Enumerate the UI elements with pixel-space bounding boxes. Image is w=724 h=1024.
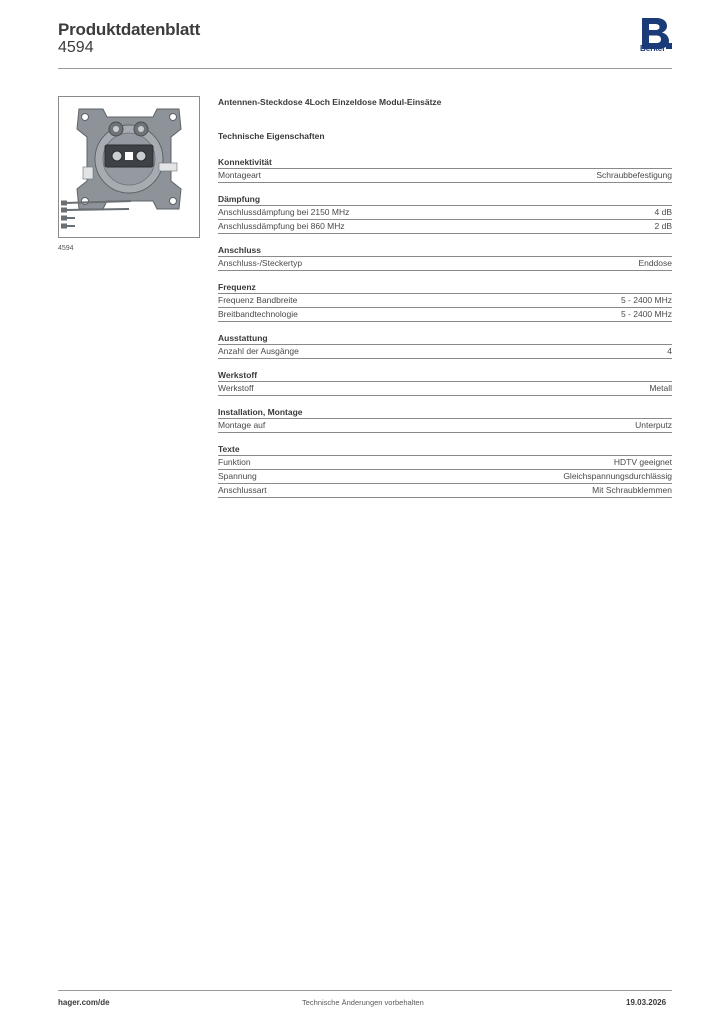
property-label: Anschlussdämpfung bei 860 MHz — [218, 221, 345, 231]
property-label: Montage auf — [218, 420, 266, 430]
footer-website-link[interactable]: hager.com/de — [58, 998, 110, 1007]
group-title: Texte — [218, 443, 672, 456]
document-title: Produktdatenblatt — [58, 20, 201, 39]
property-row — [218, 169, 672, 183]
property-row — [218, 484, 672, 498]
property-label: Anschluss-/Steckertyp — [218, 258, 303, 268]
property-value: Metall — [649, 383, 672, 393]
property-label: Anschlussdämpfung bei 2150 MHz — [218, 207, 350, 217]
property-row — [218, 294, 672, 308]
group-title: Installation, Montage — [218, 406, 672, 419]
property-value: 4 dB — [654, 207, 672, 217]
section-title: Technische Eigenschaften — [218, 131, 325, 141]
group-title: Anschluss — [218, 244, 672, 257]
property-row — [218, 456, 672, 470]
property-group — [218, 156, 672, 183]
property-value: Mit Schraubklemmen — [592, 485, 672, 495]
group-title: Konnektivität — [218, 156, 672, 169]
image-caption: 4594 — [58, 245, 74, 252]
property-value: Gleichspannungsdurchlässig — [563, 471, 672, 481]
property-value: HDTV geeignet — [613, 457, 672, 467]
property-label: Frequenz Bandbreite — [218, 295, 298, 305]
property-row — [218, 382, 672, 396]
property-group — [218, 281, 672, 322]
property-value: 2 dB — [654, 221, 672, 231]
property-row — [218, 257, 672, 271]
property-value: Unterputz — [635, 420, 672, 430]
property-group — [218, 244, 672, 271]
group-title: Ausstattung — [218, 332, 672, 345]
property-row — [218, 345, 672, 359]
footer-date: 19.03.2026 — [626, 998, 667, 1007]
property-label: Anschlussart — [218, 485, 267, 495]
property-group — [218, 443, 672, 498]
property-group — [218, 332, 672, 359]
property-row — [218, 206, 672, 220]
property-row — [218, 470, 672, 484]
group-title: Frequenz — [218, 281, 672, 294]
property-row — [218, 220, 672, 234]
product-image — [58, 96, 200, 238]
property-value: 5 - 2400 MHz — [620, 295, 672, 305]
property-group — [218, 193, 672, 234]
property-label: Spannung — [218, 471, 257, 481]
property-label: Breitbandtechnologie — [218, 309, 298, 319]
group-title: Werkstoff — [218, 369, 672, 382]
property-group — [218, 406, 672, 433]
product-name: Antennen-Steckdose 4Loch Einzeldose Modul-Einsätze — [218, 97, 442, 107]
property-row — [218, 419, 672, 433]
property-value: Enddose — [638, 258, 672, 268]
footer-notice: Technische Änderungen vorbehalten — [302, 998, 424, 1007]
logo-wordmark: Berker — [640, 44, 666, 53]
product-number: 4594 — [58, 39, 94, 56]
group-title: Dämpfung — [218, 193, 672, 206]
property-value: 4 — [667, 346, 672, 356]
property-group — [218, 369, 672, 396]
property-label: Anzahl der Ausgänge — [218, 346, 299, 356]
property-row — [218, 308, 672, 322]
footer-divider — [58, 990, 672, 991]
header-divider — [58, 68, 672, 69]
property-label: Funktion — [218, 457, 251, 467]
property-value: 5 - 2400 MHz — [620, 309, 672, 319]
property-label: Montageart — [218, 170, 261, 180]
properties-list — [218, 156, 672, 508]
property-value: Schraubbefestigung — [596, 170, 672, 180]
property-label: Werkstoff — [218, 383, 254, 393]
